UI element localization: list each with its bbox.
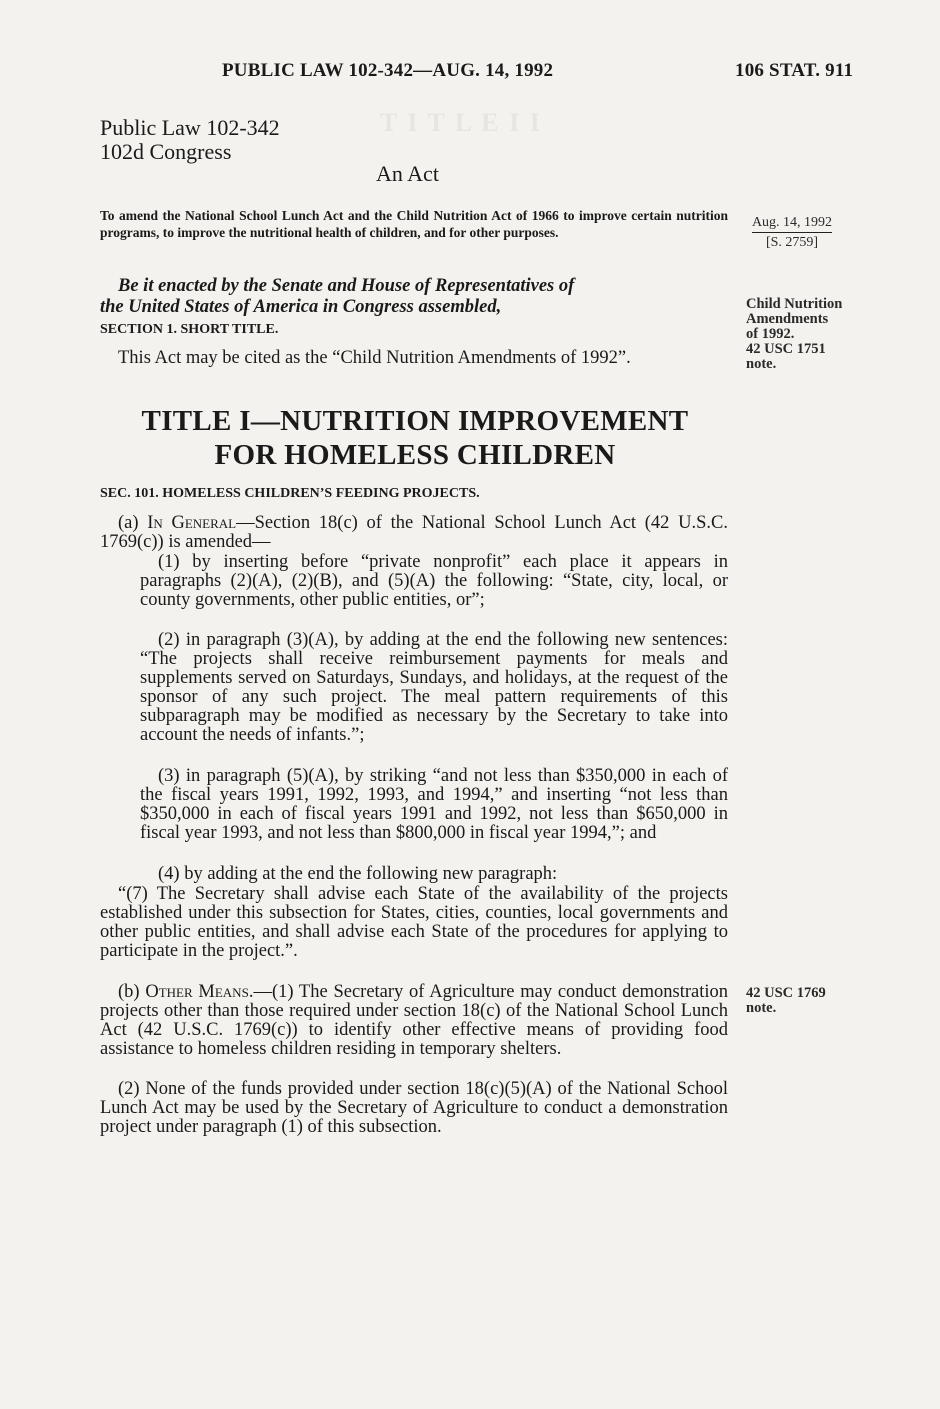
margin-date-note: [742, 215, 842, 250]
subsection-b: (b) Other Means.—(1) The Secretary of Agriculture may conduct demonstration projects other than those required under section 18(c) of the National School Lunch Act (42 U.S.C. 1769(c)) to identify other effective means of providing food assistance to homeless children residing in temporary shelters.: [100, 982, 729, 1059]
enacting-clause-line1: Be it enacted by the Senate and House of Representatives of: [118, 276, 575, 296]
section1-heading: SECTION 1. SHORT TITLE.: [100, 322, 279, 337]
title1-line2: FOR HOMELESS CHILDREN: [214, 439, 616, 471]
margin-note-line: 42 USC 1769: [746, 985, 826, 1001]
subsection-b-paragraph-2: (2) None of the funds provided under section 18(c)(5)(A) of the National School Lunch Act may be used by the Secretary of Agriculture to conduct a demonstration project under paragraph (1) of this subsection.: [100, 1079, 728, 1137]
enacting-clause-line2: the United States of America in Congress assembled,: [100, 297, 502, 317]
margin-note-line: Amendments: [746, 311, 829, 327]
enactment-date: Aug. 14, 1992: [752, 215, 832, 233]
running-title: PUBLIC LAW 102-342—AUG. 14, 1992: [222, 60, 554, 81]
stat-page-number: 106 STAT. 911: [735, 60, 854, 81]
sec101-heading: SEC. 101. HOMELESS CHILDREN’S FEEDING PROJECTS.: [100, 486, 480, 501]
subsection-a-text: —Section 18(c) of the National School Lunch Act (42 U.S.C. 1769(c)) is amended—: [100, 513, 728, 552]
subsection-b-text: .—(1) The Secretary of Agriculture may conduct demonstration projects other than those required under section 18(c) of the National School Lunch Act (42 U.S.C. 1769(c)) to identify other effective means of providing food assistance to homeless children residing in temporary shelters.: [100, 982, 729, 1059]
margin-usc-note: [746, 986, 826, 1016]
paragraph-3: (3) in paragraph (5)(A), by striking “and not less than $350,000 in each of the fiscal years 1991, 1992, 1993, and 1994,” and inserting “not less than $350,000 in each of fiscal years 1991 and 1992, not less than $650,000 in fiscal year 1993, and not less than $800,000 in fiscal year 1994,”; and: [140, 766, 728, 843]
bill-number: [S. 2759]: [765, 235, 819, 250]
margin-note-line: note.: [746, 1000, 777, 1016]
section1-text: This Act may be cited as the “Child Nutrition Amendments of 1992”.: [118, 348, 631, 368]
paragraph-4: (4) by adding at the end the following new paragraph:: [158, 864, 558, 884]
margin-note-line: Child Nutrition: [746, 296, 843, 312]
margin-short-title-note: [746, 297, 842, 372]
subsection-b-heading: Other Means: [145, 982, 249, 1002]
paragraph-1: (1) by inserting before “private nonprofit” each place it appears in paragraphs (2)(A), (2)(B), and (5)(A) the following: “State, city, local, or county governments, other public entities, or”;: [140, 552, 728, 610]
title1-heading: [100, 404, 730, 472]
bleed-through-text: T I T L E I I: [380, 108, 542, 137]
subsection-a-heading: In General: [147, 513, 237, 533]
margin-note-line: 42 USC 1751: [746, 341, 826, 357]
paragraph-2: (2) in paragraph (3)(A), by adding at the end the following new sentences: “The projects shall receive reimbursement payments for meals and supplements served on Saturdays, Sundays, and holidays, at the request of the sponsor of any such project. The meal pattern requirements of this subparagraph may be modified as necessary by the Secretary to take into account the needs of infants.”;: [140, 630, 728, 745]
act-label: An Act: [376, 161, 439, 186]
margin-note-line: of 1992.: [746, 326, 795, 342]
subsection-a: (a) In General—Section 18(c) of the National School Lunch Act (42 U.S.C. 1769(c)) is amended—: [100, 513, 728, 552]
congress-number: 102d Congress: [100, 139, 232, 164]
margin-note-line: note.: [746, 356, 777, 372]
public-law-number: Public Law 102-342: [100, 115, 280, 140]
long-title-purpose: To amend the National School Lunch Act and the Child Nutrition Act of 1966 to improve certain nutrition programs, to improve the nutritional health of children, and for other purposes.: [100, 208, 728, 240]
enacting-clause: [100, 276, 728, 318]
paragraph-7-inserted: “(7) The Secretary shall advise each State of the availability of the projects established under this subsection for States, cities, counties, local governments and other public entities, and shall advise each State of the procedures for applying to participate in the project.”.: [100, 884, 728, 961]
title1-line1: TITLE I—NUTRITION IMPROVEMENT: [141, 405, 689, 437]
law-identifier: [100, 116, 280, 164]
